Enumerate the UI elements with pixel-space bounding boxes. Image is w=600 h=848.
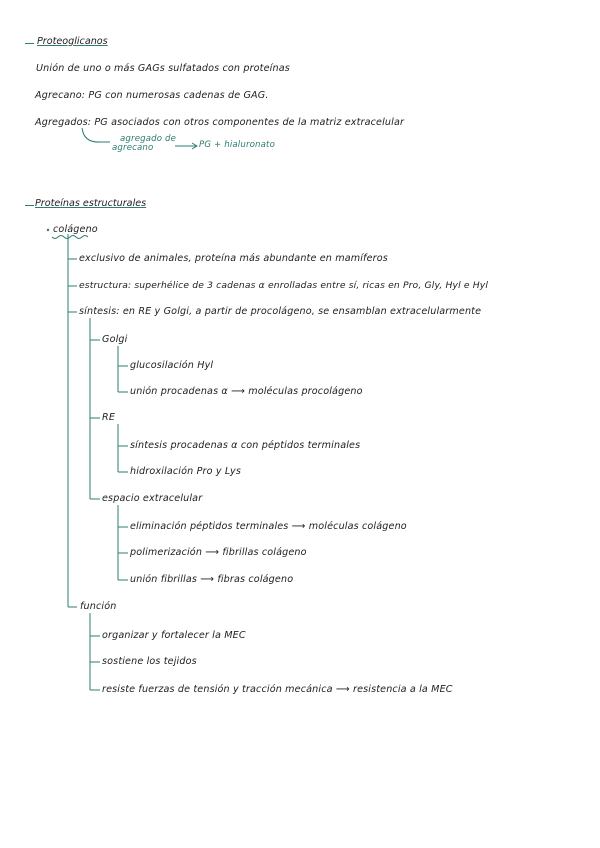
funcion-item-sostiene: sostiene los tejidos [102, 656, 197, 667]
annotation-agregado-line1: agregado de [120, 134, 177, 144]
colageno-item-exclusivo: exclusivo de animales, proteína más abundante en mamíferos [79, 253, 388, 264]
colageno-heading: colágeno [53, 224, 98, 235]
annotation-agregado [112, 135, 176, 153]
funcion-item-resiste: resiste fuerzas de tensión y tracción mecánica ⟶ resistencia a la MEC [102, 684, 453, 695]
golgi-item-union: unión procadenas α ⟶ moléculas procolágeno [130, 386, 363, 397]
espacio-item-union: unión fibrillas ⟶ fibras colágeno [130, 574, 294, 585]
espacio-item-polimerizacion: polimerización ⟶ fibrillas colágeno [130, 547, 307, 558]
golgi-item-glucosilacion: glucosilación Hyl [130, 360, 214, 371]
agrecano-definition: Agrecano: PG con numerosas cadenas de GAG. [35, 90, 269, 101]
re-heading: RE [102, 412, 116, 423]
golgi-heading: Golgi [102, 334, 128, 345]
proteoglicanos-definition: Unión de uno o más GAGs sulfatados con proteínas [36, 63, 290, 74]
espacio-heading: espacio extracelular [102, 493, 203, 504]
re-item-hidroxilacion: hidroxilación Pro y Lys [130, 466, 241, 477]
funcion-heading: función [80, 601, 117, 612]
espacio-item-eliminacion: eliminación péptidos terminales ⟶ moléculas colágeno [130, 521, 407, 532]
section2-title: Proteínas estructurales [35, 198, 147, 209]
colageno-item-estructura: estructura: superhélice de 3 cadenas α enrolladas entre sí, ricas en Pro, Gly, Hyl e Hyl [79, 280, 489, 291]
re-item-sintesis: síntesis procadenas α con péptidos terminales [130, 440, 361, 451]
funcion-item-organizar: organizar y fortalecer la MEC [102, 630, 246, 641]
annotation-pg-hialuronato: PG + hialuronato [199, 140, 275, 150]
section1-title: Proteoglicanos [37, 36, 108, 47]
annotation-agregado-line2: agrecano [112, 143, 154, 153]
agregados-definition: Agregados: PG asociados con otros componentes de la matriz extracelular [35, 117, 405, 128]
colageno-item-sintesis: síntesis: en RE y Golgi, a partir de procolágeno, se ensamblan extracelularmente [79, 306, 482, 317]
